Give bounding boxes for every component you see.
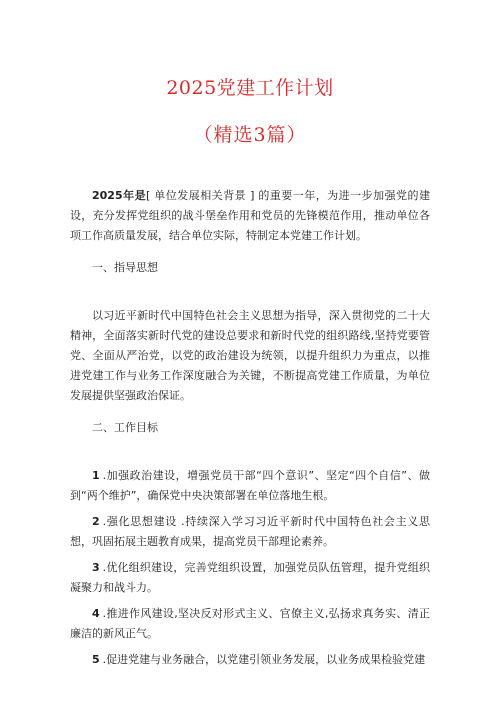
- goal-text: .加强政治建设，增强党员干部“四个意识”、坚定“四个自信”、做到“两个维护”，确保党中央决策部署在单位落地生根。: [70, 469, 430, 502]
- document-subtitle: （精选3篇）: [193, 124, 307, 146]
- goal-text: .优化组织建设，完善党组织设置，加强党员队伍管理，提升党组织凝聚力和战斗力。: [70, 561, 430, 594]
- goal-text: .推进作风建设,坚决反对形式主义、官僚主义,弘扬求真务实、清正廉洁的新风正气。: [70, 607, 430, 640]
- goal-text: .促进党建与业务融合，以党建引领业务发展，以业务成果检验党建: [102, 653, 426, 666]
- goal-text: .强化思想建设 .持续深入学习习近平新时代中国特色社会主义思想，巩固拓展主题教育成果，提高党员干部理论素养。: [70, 515, 430, 548]
- goal-item: [70, 558, 430, 598]
- section-heading-guiding-ideology: 一、指导思想: [92, 261, 158, 274]
- guiding-ideology-paragraph: 以习近平新时代中国特色社会主义思想为指导，深入贯彻党的二十大精神，全面落实新时代党的建设总要求和新时代党的组织路线,坚持党要管党、全面从严治党，以党的政治建设为统领，以提升组织力为重点，以推进党建工作与业务工作深度融合为关键，不断提高党建工作质量，为单位发展提供坚强政治保证。: [70, 309, 430, 402]
- goal-item: [70, 604, 430, 644]
- goal-number: 4: [92, 607, 100, 620]
- intro-paragraph: [70, 186, 430, 246]
- intro-lead: 2025年是: [92, 189, 147, 202]
- goal-item: [70, 512, 430, 552]
- intro-text: [ 单位发展相关背景 ] 的重要一年，为进一步加强党的建设，充分发挥党组织的战斗堡垒作用和党员的先锋模范作用，推动单位各项工作高质量发展，结合单位实际，特制定本党建工作计划。: [70, 189, 430, 242]
- goal-item: [70, 650, 430, 670]
- goal-item: [70, 466, 430, 506]
- document-title: 2025党建工作计划: [166, 77, 334, 99]
- goal-number: 1: [92, 469, 100, 482]
- document-body: [70, 186, 430, 670]
- goal-number: 2: [92, 515, 100, 528]
- goal-number: 3: [92, 561, 100, 574]
- goal-number: 5: [92, 653, 100, 666]
- section-heading-work-goals: 二、工作目标: [92, 421, 158, 434]
